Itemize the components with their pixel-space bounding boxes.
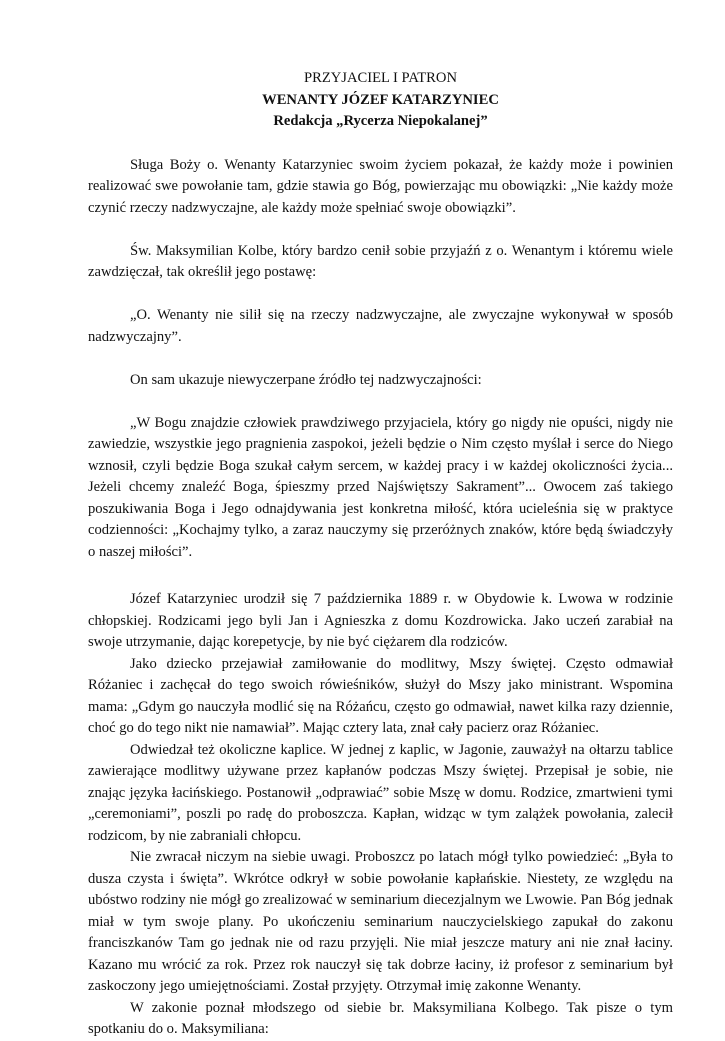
paragraph-4: On sam ukazuje niewyczerpane źródło tej nadzwyczajności:: [130, 371, 482, 388]
title-line-2: WENANTY JÓZEF KATARZYNIEC: [262, 91, 499, 108]
spacer: [88, 219, 673, 241]
title-line-1: PRZYJACIEL I PATRON: [304, 70, 457, 86]
spacer: [88, 391, 673, 413]
spacer: [88, 284, 673, 306]
paragraph-7-childhood: Jako dziecko przejawiał zamiłowanie do modlitwy, Mszy świętej. Często odmawiał Różaniec i zachęcał do tego swoich rówieśników, służył do Mszy jako ministrant. Wspomina mama: „Gdym go nauczyła modlić się na Różańcu, często go odmawiał, nawet kilka razy dziennie, choć go do tego nikt nie namawiał”. Mając cztery lata, znał cały pacierz oraz Różaniec.: [88, 655, 673, 736]
paragraph-8-chapels: Odwiedzał też okoliczne kaplice. W jednej z kaplic, w Jagonie, zauważył na ołtarzu tablice zawierające modlitwy używane przez kapłanów podczas Mszy świętej. Przepisał je sobie, nie znając języka łacińskiego. Postanowił „odprawiać” sobie Mszę w domu. Rodzice, zmartwieni tymi „ceremoniami”, poszli po radę do proboszcza. Kapłan, widząc w tym zalążek powołania, zalecił rodzicom, by nie zabraniali chłopcu.: [88, 741, 673, 844]
paragraph-3-quote: „O. Wenanty nie silił się na rzeczy nadzwyczajne, ale zwyczajne wykonywał w sposób nadzwyczajny”.: [88, 307, 673, 345]
paragraph-6-biography: Józef Katarzyniec urodził się 7 października 1889 r. w Obydowie k. Lwowa w rodzinie chłopskiej. Rodzicami jego byli Jan i Agnieszka z domu Kozdrowicka. Jako uczeń zarabiał na swoje utrzymanie, dając korepetycje, by nie być ciężarem dla rodziców.: [88, 591, 673, 650]
paragraph-9-vocation: Nie zwracał niczym na siebie uwagi. Proboszcz po latach mógł tylko powiedzieć: „Była to dusza czysta i święta”. Wkrótce odkrył w sobie powołanie kapłańskie. Niestety, ze względu na ubóstwo rodziny nie mógł go zrealizować w seminarium diecezjalnym we Lwowie. Pan Bóg jednak miał w tym swoje plany. Po ukończeniu seminarium nauczycielskiego zapukał do zakonu franciszkanów Tam go jednak nie od razu przyjęli. Nie miał jeszcze matury ani nie znał łaciny. Kazano mu wrócić za rok. Przez rok nauczył się tak dobrze łaciny, iż profesor z seminarium był zaskoczony jego umiejętnościami. Został przyjęty. Otrzymał imię zakonne Wenanty.: [88, 849, 673, 994]
paragraph-5-quote: „W Bogu znajdzie człowiek prawdziwego przyjaciela, który go nigdy nie opuści, nigdy nie zawiedzie, wszystkie jego pragnienia zaspokoi, jeżeli będzie o Nim często myślał i serce do Niego wznosił, czyli będzie Boga szukał całym sercem, w każdej pracy i w każdej okoliczności życia... Jeżeli chcemy znaleźć Boga, śpieszmy przed Najświętszy Sakrament”... Owocem zaś takiego poszukiwania Boga i Jego odnajdywania jest konkretna miłość, która ucieleśnia się w praktyce codzienności: „Kochajmy tylko, a zaraz nauczymy się przeróżnych znaków, które będą świadczyły o naszej miłości”.: [88, 414, 673, 560]
paragraph-1: Sługa Boży o. Wenanty Katarzyniec swoim życiem pokazał, że każdy może i powinien realizować swe powołanie tam, gdzie stawia go Bóg, powierzając mu obowiązki: „Nie każdy może czynić rzeczy nadzwyczajne, ale każdy może spełniać swoje obowiązki”.: [88, 156, 673, 216]
spacer: [88, 348, 673, 370]
paragraph-10-kolbe: W zakonie poznał młodszego od siebie br. Maksymiliana Kolbego. Tak pisze o tym spotkaniu do o. Maksymiliana:: [88, 999, 673, 1037]
paragraph-2: Św. Maksymilian Kolbe, który bardzo cenił sobie przyjaźń z o. Wenantym i któremu wiele zawdzięczał, tak określił jego postawę:: [88, 242, 673, 280]
title-line-3-editorial: Redakcja „Rycerza Niepokalanej”: [273, 113, 488, 129]
spacer: [88, 133, 673, 155]
spacer: [88, 563, 673, 589]
